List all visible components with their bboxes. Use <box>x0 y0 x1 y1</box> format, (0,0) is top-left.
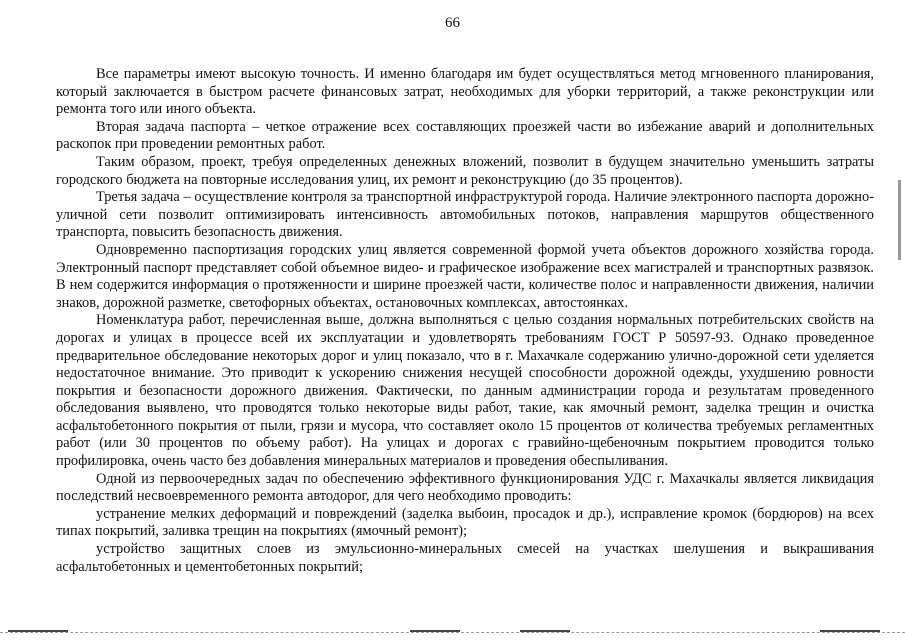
scan-edge-mark <box>898 180 901 260</box>
paragraph-7: Одной из первоочередных задач по обеспечению эффективного функционирования УДС г. Махачкалы является ликвидация последствий несвоевременного ремонта автодорог, для чего необходимо проводить: <box>56 470 874 505</box>
document-body <box>56 66 874 576</box>
paragraph-2: Вторая задача паспорта – четкое отражение всех составляющих проезжей части во избежание аварий и дополнительных раскопок при проведении ремонтных работ. <box>56 118 874 153</box>
scan-artifact-center <box>410 630 460 632</box>
page-edge-divider <box>0 632 905 633</box>
paragraph-6: Номенклатура работ, перечисленная выше, должна выполняться с целью создания нормальных потребительских свойств на дорогах и улицах в процессе всей их эксплуатации и удовлетворять требованиям ГОСТ Р 50597-93. Однако проведенное предварительное обследование некоторых дорог и улиц показало, что в г. Махачкале содержанию улично-дорожной сети уделяется недостаточное внимание. Это приводит к ускорению снижения несущей способности дорожной одежды, ухудшению ровности покрытия и безопасности дорожного движения. Фактически, по данным администрации города и результатам проведенного обследования выявлено, что проводятся только некоторые виды работ, такие, как ямочный ремонт, заделка трещин и очистка асфальтобетонного покрытия от пыли, грязи и мусора, что составляет около 15 процентов от количества требуемых регламентных работ (или 30 процентов по объему работ). На улицах и дорогах с гравийно-щебеночным покрытием проводится только профилировка, очень часто без добавления минеральных материалов и проведения обеспыливания. <box>56 312 874 470</box>
paragraph-4: Третья задача – осуществление контроля за транспортной инфраструктурой города. Наличие электронного паспорта дорожно-уличной сети позволит оптимизировать интенсивность автомобильных потоков, направления маршрутов общественного транспорта, повысить безопасность движения. <box>56 189 874 241</box>
paragraph-1: Все параметры имеют высокую точность. И именно благодаря им будет осуществляться метод мгновенного планирования, который заключается в быстром расчете финансовых затрат, необходимых для уборки территорий, а также реконструкции или ремонта того или иного объекта. <box>56 66 874 118</box>
paragraph-5: Одновременно паспортизация городских улиц является современной формой учета объектов дорожного хозяйства города. Электронный паспорт представляет собой объемное видео- и графическое изображение всех магистралей и транспортных развязок. В нем содержится информация о протяженности и ширине проезжей части, количестве полос и направленности движения, наличии знаков, дорожной разметке, светофорных объектах, остановочных комплексах, автостоянках. <box>56 241 874 311</box>
paragraph-9: устройство защитных слоев из эмульсионно-минеральных смесей на участках шелушения и выкрашивания асфальтобетонных и цементобетонных покрытий; <box>56 541 874 575</box>
page-number: 66 <box>445 15 460 31</box>
scan-artifact-left <box>8 630 68 632</box>
paragraph-8: устранение мелких деформаций и повреждений (заделка выбоин, просадок и др.), исправление кромок (бордюров) на всех типах покрытий, заливка трещин на покрытиях (ямочный ремонт); <box>56 505 874 540</box>
scan-artifact-right <box>820 630 880 632</box>
paragraph-3: Таким образом, проект, требуя определенных денежных вложений, позволит в будущем значительно уменьшить затраты городского бюджета на повторные исследования улиц, их ремонт и реконструкцию (до 35 процентов). <box>56 153 874 188</box>
scan-artifact-center-right <box>520 630 570 632</box>
